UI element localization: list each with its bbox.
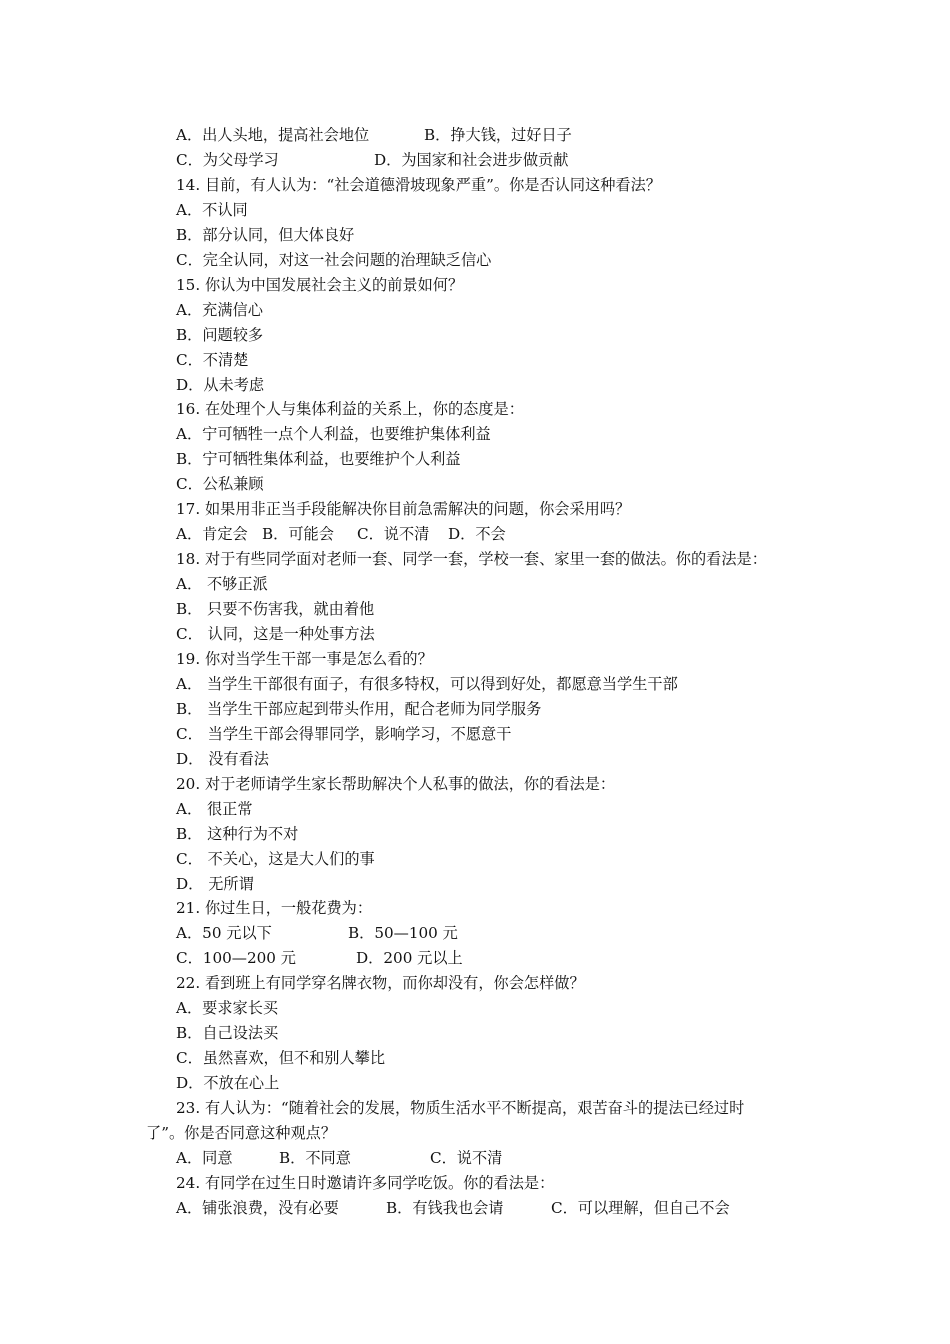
- option-text: B．挣大钱，过好日子: [424, 126, 572, 144]
- line-text: A．要求家长买: [176, 999, 279, 1017]
- option-text: A．肯定会: [176, 525, 248, 543]
- option-text: C．可以理解，但自己不会: [551, 1199, 730, 1217]
- line-text: A． 当学生干部很有面子，有很多特权，可以得到好处，都愿意当学生干部: [176, 675, 678, 693]
- line-text: A．宁可牺牲一点个人利益，也要维护集体利益: [176, 425, 491, 443]
- line-text: A．不认同: [176, 201, 248, 219]
- option-text: D．200 元以上: [356, 949, 463, 967]
- option-text: B．不同意: [279, 1149, 351, 1167]
- line-text: 24. 有同学在过生日时邀请许多同学吃饭。你的看法是：: [176, 1174, 555, 1192]
- option-text: C．说不清: [430, 1149, 503, 1167]
- line-text: B．问题较多: [176, 326, 264, 344]
- line-text: 16. 在处理个人与集体利益的关系上，你的态度是：: [176, 400, 524, 418]
- option-text: A．50 元以下: [176, 924, 272, 942]
- line-text: D．从未考虑: [176, 376, 265, 394]
- line-text: C． 当学生干部会得罪同学，影响学习，不愿意干: [176, 725, 512, 743]
- line-text: D． 没有看法: [176, 750, 269, 768]
- line-text: B． 只要不伤害我，就由着他: [176, 600, 375, 618]
- line-text: B．自己设法买: [176, 1024, 279, 1042]
- line-text: A． 不够正派: [176, 575, 268, 593]
- line-text: C．公私兼顾: [176, 475, 264, 493]
- line-text: 23. 有人认为：“随着社会的发展，物质生活水平不断提高，艰苦奋斗的提法已经过时: [176, 1099, 745, 1117]
- option-text: D．不会: [448, 525, 506, 543]
- option-text: B．有钱我也会请: [386, 1199, 504, 1217]
- line-text: 20. 对于老师请学生家长帮助解决个人私事的做法，你的看法是：: [176, 775, 616, 793]
- line-text: C．虽然喜欢，但不和别人攀比: [176, 1049, 386, 1067]
- option-text: A．出人头地，提高社会地位: [176, 126, 370, 144]
- line-text: 17. 如果用非正当手段能解决你目前急需解决的问题，你会采用吗？: [176, 500, 631, 518]
- line-text: C． 不关心，这是大人们的事: [176, 850, 375, 868]
- line-text: D．不放在心上: [176, 1074, 280, 1092]
- line-text: B．宁可牺牲集体利益，也要维护个人利益: [176, 450, 461, 468]
- line-text: B． 当学生干部应起到带头作用，配合老师为同学服务: [176, 700, 542, 718]
- line-text: 了”。你是否同意这种观点？: [146, 1124, 337, 1142]
- line-text: C．完全认同，对这一社会问题的治理缺乏信心: [176, 251, 492, 269]
- option-text: A．铺张浪费，没有必要: [176, 1199, 339, 1217]
- option-text: C．100—200 元: [176, 949, 296, 967]
- option-text: B．可能会: [262, 525, 334, 543]
- option-text: D．为国家和社会进步做贡献: [374, 151, 569, 169]
- line-text: B．部分认同，但大体良好: [176, 226, 355, 244]
- line-text: 18. 对于有些同学面对老师一套、同学一套，学校一套、家里一套的做法。你的看法是：: [176, 550, 767, 568]
- option-text: C．为父母学习: [176, 151, 279, 169]
- line-text: 19. 你对当学生干部一事是怎么看的？: [176, 650, 433, 668]
- line-text: A． 很正常: [176, 800, 253, 818]
- line-text: 22. 看到班上有同学穿名牌衣物，而你却没有，你会怎样做？: [176, 974, 585, 992]
- line-text: D． 无所谓: [176, 875, 254, 893]
- line-text: 14. 目前，有人认为：“社会道德滑坡现象严重”。你是否认同这种看法？: [176, 176, 661, 194]
- line-text: C． 认同，这是一种处事方法: [176, 625, 375, 643]
- line-text: 21. 你过生日，一般花费为：: [176, 899, 373, 917]
- option-text: A．同意: [176, 1149, 233, 1167]
- line-text: A．充满信心: [176, 301, 263, 319]
- line-text: C．不清楚: [176, 351, 249, 369]
- line-text: 15. 你认为中国发展社会主义的前景如何？: [176, 276, 464, 294]
- line-text: B． 这种行为不对: [176, 825, 299, 843]
- option-text: C．说不清: [357, 525, 430, 543]
- option-text: B．50—100 元: [348, 924, 458, 942]
